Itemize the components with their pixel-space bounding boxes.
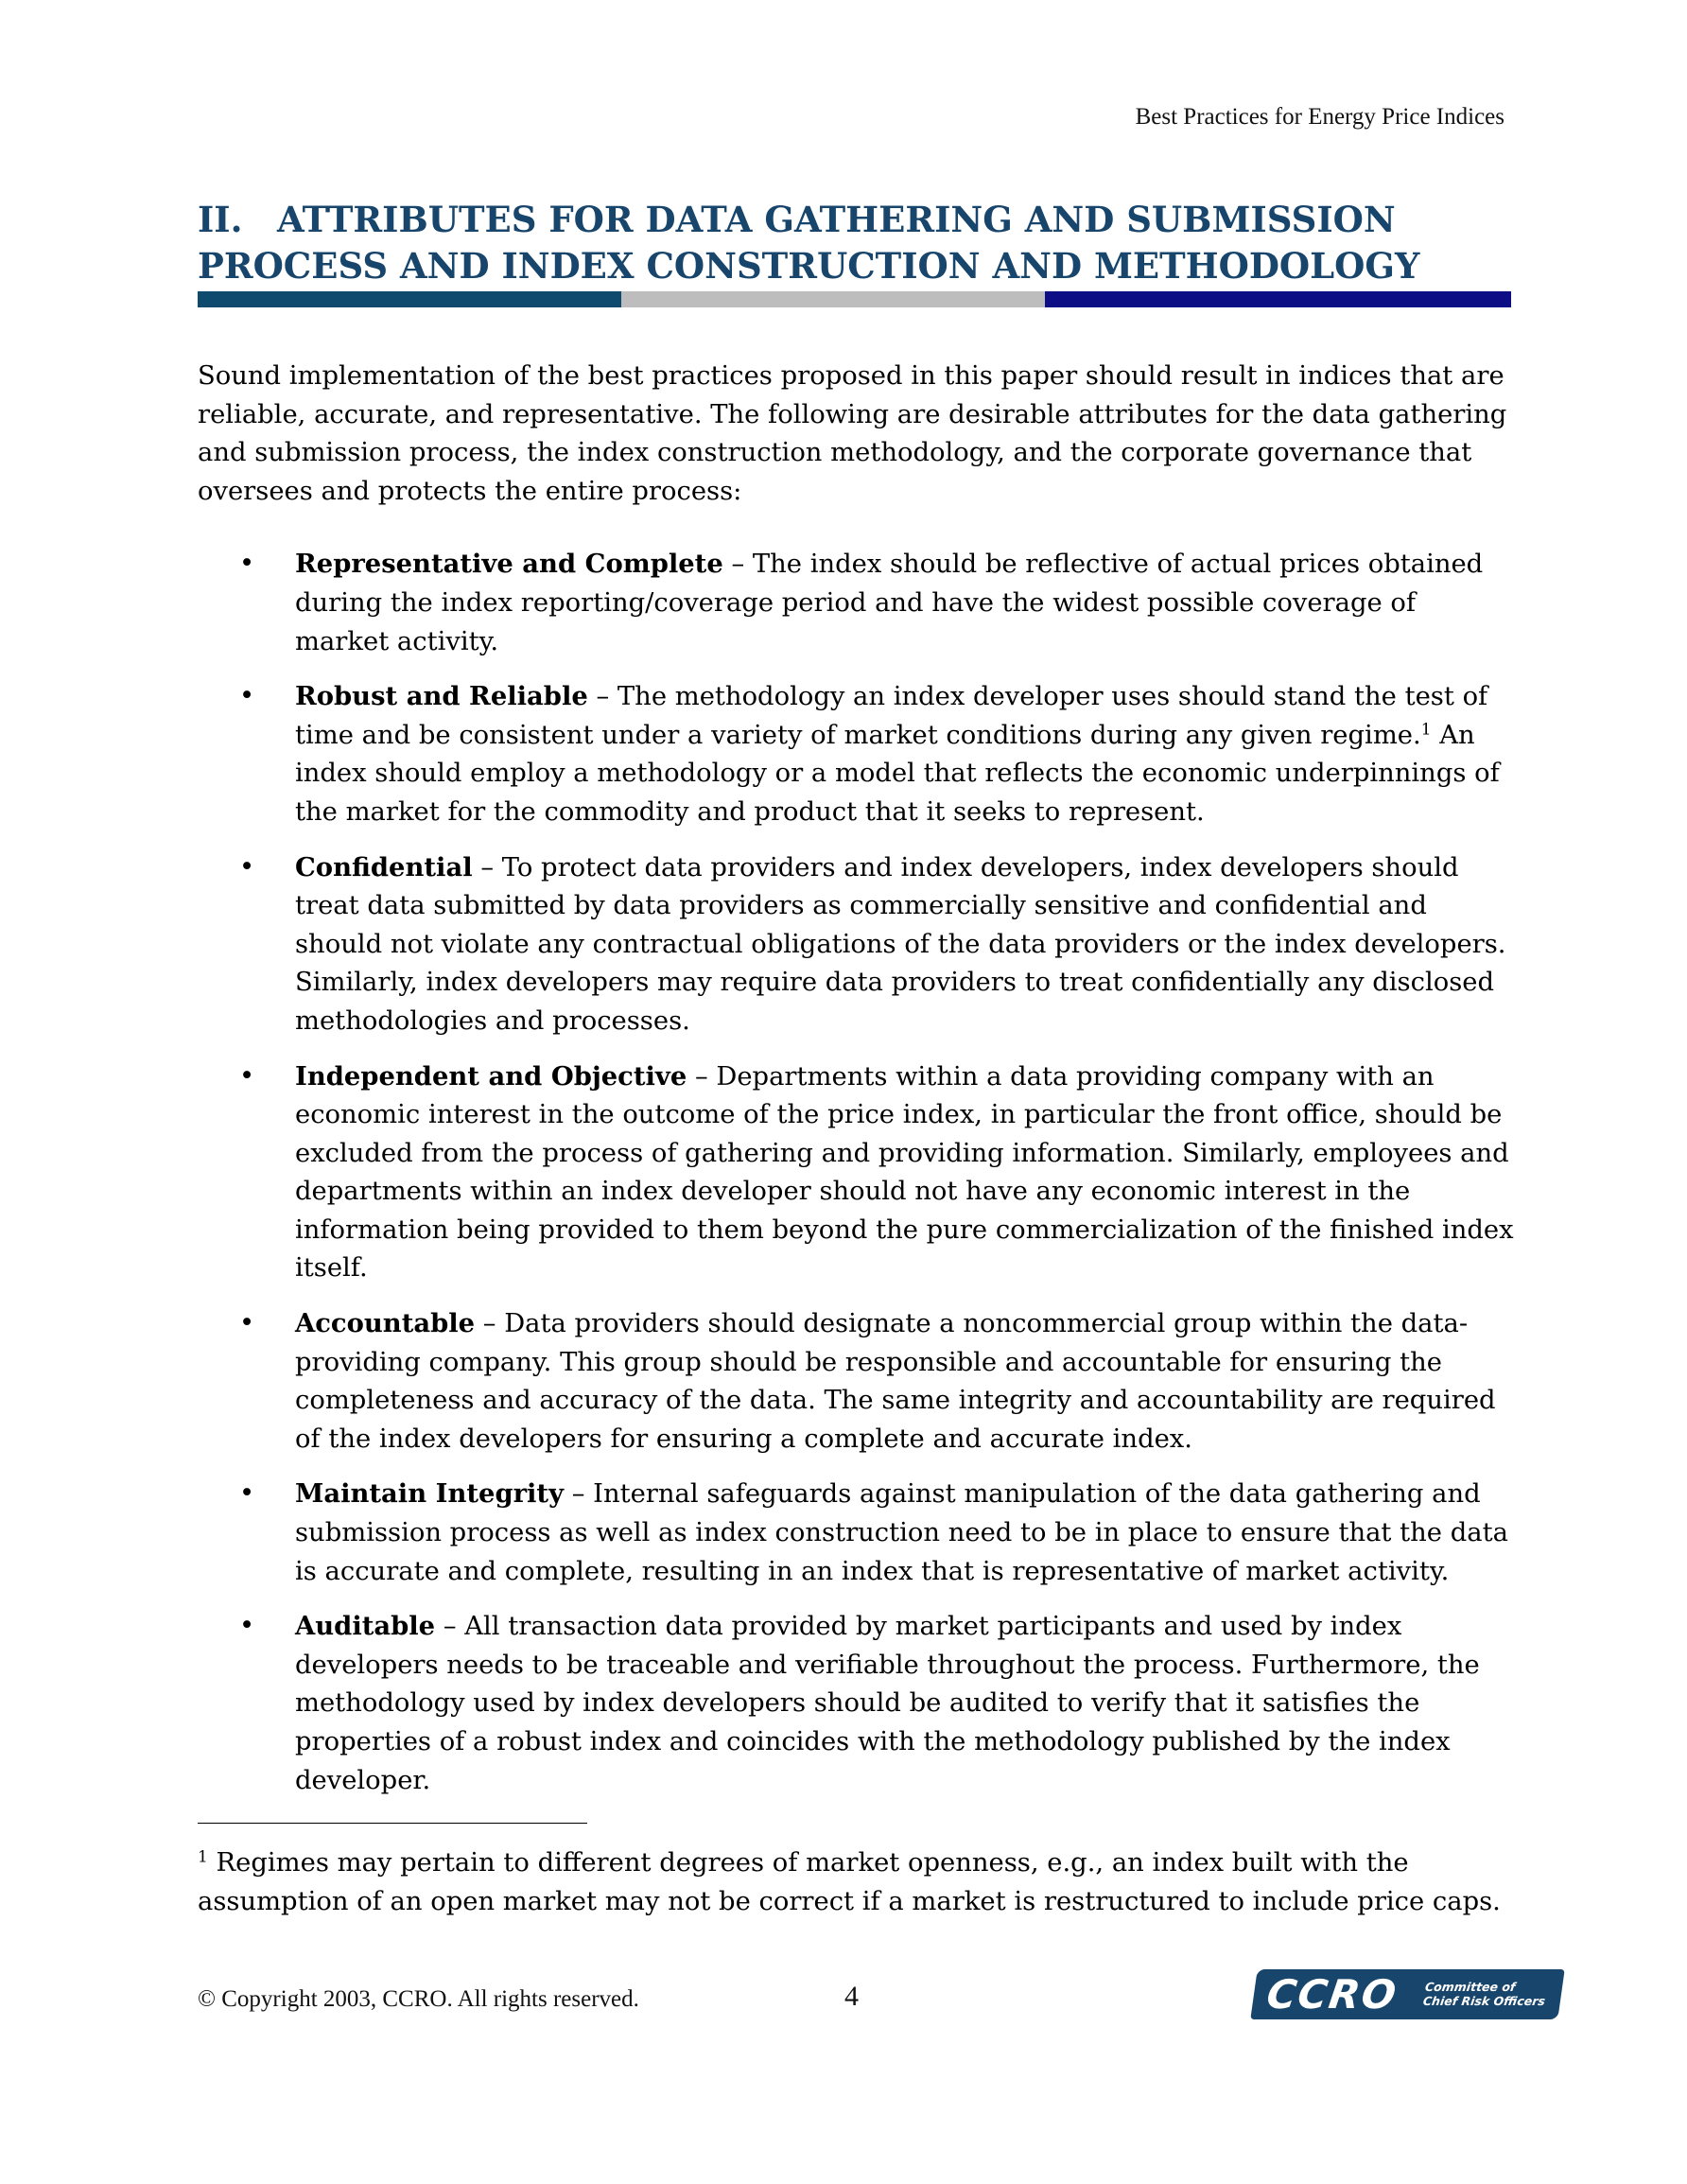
attribute-term: Auditable	[295, 1611, 436, 1642]
attribute-term: Representative and Complete	[295, 549, 723, 580]
logo-tagline-line-1: Committee of	[1424, 1980, 1517, 1994]
footnote-reference[interactable]: 1	[1420, 720, 1432, 740]
bullet-icon: •	[239, 681, 255, 711]
attribute-term: Confidential	[295, 851, 473, 882]
section-title-text-1: ATTRIBUTES FOR DATA GATHERING AND SUBMISSION	[277, 199, 1396, 240]
attribute-text: – Internal safeguards against manipulation of the data gathering and submission process as well as index construction need to be in place to ensure that the data is accurate and complete, resulting in an index that is representative of market activity.	[295, 1479, 1508, 1586]
bullet-icon: •	[239, 1478, 255, 1509]
copyright-notice: © Copyright 2003, CCRO. All rights reserved.	[198, 1986, 639, 2012]
section-number: II.	[198, 199, 243, 240]
attributes-list	[198, 545, 1517, 1800]
title-rule-segment-gray	[621, 291, 1045, 307]
body-text	[198, 358, 1517, 1816]
attribute-item-accountable	[198, 1304, 1517, 1459]
page-number: 4	[844, 1981, 859, 2012]
attribute-text: – The methodology an index developer uses should stand the test of time and be consistent under a variety of market conditions during any given regime.	[295, 682, 1488, 750]
attribute-term: Robust and Reliable	[295, 681, 588, 712]
bullet-icon: •	[239, 549, 255, 579]
attribute-item-integrity	[198, 1475, 1517, 1591]
attribute-text: – To protect data providers and index developers, index developers should treat data submitted by data providers as commercially sensitive and confidential and should not violate any contractual obligations of the data providers or the index developers. Similarly, index developers may require data providers to treat confidentially any disclosed methodologies and processes.	[295, 852, 1506, 1036]
title-rule-segment-navy	[1045, 291, 1511, 307]
footnote-text: Regimes may pertain to different degrees of market openness, e.g., an index built with the assumption of an open market may not be correct if a market is restructured to include price caps.	[198, 1848, 1501, 1916]
attribute-item-robust	[198, 677, 1517, 831]
logo-wordmark: CCRO	[1263, 1971, 1401, 2018]
attribute-item-representative	[198, 545, 1517, 661]
attribute-term: Independent and Objective	[295, 1060, 687, 1092]
footnote	[198, 1844, 1517, 1921]
bullet-icon: •	[239, 851, 255, 882]
attribute-text-continued: An index should employ a methodology or a model that reflects the economic underpinnings of the market for the commodity and product that it seeks to represent.	[295, 720, 1500, 827]
running-header: Best Practices for Energy Price Indices	[1135, 104, 1504, 130]
bullet-icon: •	[239, 1060, 255, 1091]
logo-tagline	[1422, 1980, 1558, 2008]
ccro-logo	[1250, 1969, 1564, 2019]
attribute-text: – Departments within a data providing company with an economic interest in the outcome of the price index, in particular the front office, should be excluded from the process of gathering and providing information. Similarly, employees and departments within an index developer should not have any economic interest in the information being provided to them beyond the pure commercialization of the finished index itself.	[295, 1061, 1514, 1284]
title-rule	[198, 291, 1511, 307]
attribute-item-auditable	[198, 1607, 1517, 1800]
attribute-text: – Data providers should designate a noncommercial group within the data-providing company. This group should be responsible and accountable for ensuring the completeness and accuracy of the data. The same integrity and accountability are required of the index developers for ensuring a complete and accurate index.	[295, 1309, 1496, 1454]
attribute-text: – All transaction data provided by market participants and used by index developers needs to be traceable and verifiable throughout the process. Furthermore, the methodology used by index developers should be audited to verify that it satisfies the properties of a robust index and coincides with the methodology published by the index developer.	[295, 1612, 1480, 1795]
bullet-icon: •	[239, 1308, 255, 1338]
attribute-term: Maintain Integrity	[295, 1478, 565, 1510]
footnote-number: 1	[198, 1847, 208, 1867]
attribute-item-confidential	[198, 848, 1517, 1041]
attribute-item-independent	[198, 1057, 1517, 1289]
attribute-term: Accountable	[295, 1308, 476, 1339]
intro-paragraph: Sound implementation of the best practices proposed in this paper should result in indices that are reliable, accurate, and representative. The following are desirable attributes for the data gathering and submission process, the index construction methodology, and the corporate governance that oversees and protects the entire process:	[198, 361, 1507, 506]
title-rule-segment-dark-teal	[198, 291, 621, 307]
section-title-line-1	[198, 197, 1522, 243]
bullet-icon: •	[239, 1611, 255, 1641]
section-title	[198, 197, 1522, 289]
footnote-separator	[198, 1823, 587, 1824]
attribute-text: – The index should be reflective of actual prices obtained during the index reporting/coverage period and have the widest possible coverage of market activity.	[295, 550, 1484, 656]
section-title-line-2: PROCESS AND INDEX CONSTRUCTION AND METHODOLOGY	[198, 245, 1420, 287]
logo-tagline-line-2: Chief Risk Officers	[1421, 1994, 1547, 2008]
